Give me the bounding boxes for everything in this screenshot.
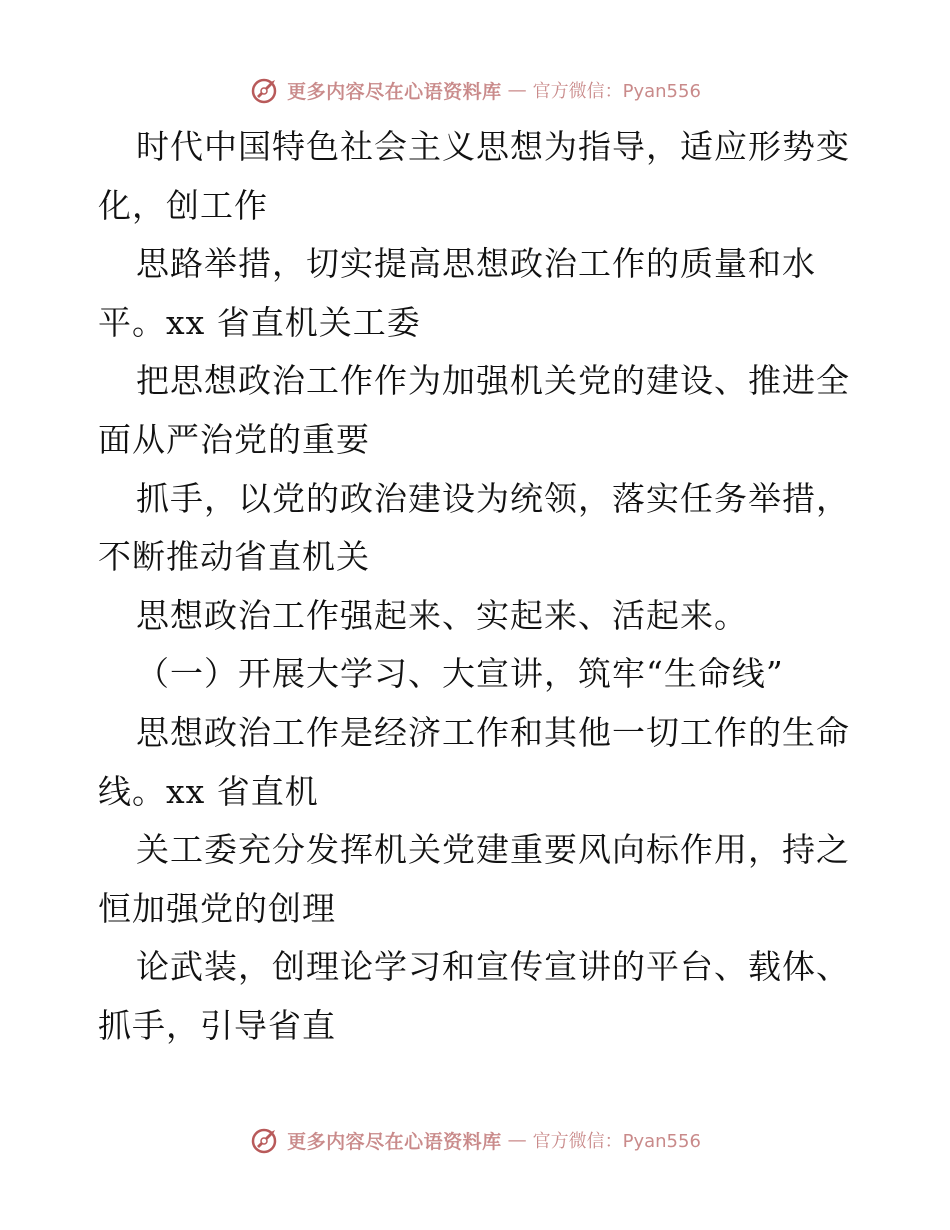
watermark-separator: — — [507, 1129, 527, 1151]
paragraph-line: 抓手，以党的政治建设为统领，落实任务举措， — [136, 478, 850, 518]
paragraph-line: 时代中国特色社会主义思想为指导，适应形势变 — [136, 127, 850, 166]
watermark-separator: — — [507, 79, 527, 101]
paragraph-line: 面从严治党的重要 — [98, 419, 370, 459]
paragraph-line: 恒加强党的创理 — [98, 888, 336, 928]
header-watermark — [0, 70, 950, 110]
watermark-contact-text: 官方微信：Pyan556 — [532, 1131, 701, 1152]
paragraph-line: 思路举措，切实提高思想政治工作的质量和水 — [136, 244, 816, 284]
watermark-contact-text: 官方微信：Pyan556 — [532, 81, 701, 102]
pen-circle-logo-icon — [249, 1124, 281, 1156]
section-heading: （一）开展大学习、大宣讲，筑牢“生命线” — [136, 654, 784, 694]
watermark-brand-text: 更多内容尽在心语资料库 — [287, 1130, 502, 1153]
paragraph-line: 把思想政治工作作为加强机关党的建设、推进全 — [136, 361, 850, 401]
pen-circle-logo-icon — [249, 74, 281, 106]
footer-watermark — [0, 1120, 950, 1160]
paragraph-line: 思想政治工作强起来、实起来、活起来。 — [136, 595, 748, 635]
watermark-brand-text: 更多内容尽在心语资料库 — [287, 80, 502, 103]
paragraph-line: 平。xx 省直机关工委 — [98, 302, 421, 342]
paragraph-line: 论武装，创理论学习和宣传宣讲的平台、载体、 — [136, 947, 850, 987]
paragraph-line: 关工委充分发挥机关党建重要风向标作用，持之 — [136, 830, 850, 870]
paragraph-line: 化，创工作 — [98, 185, 268, 225]
paragraph-line: 思想政治工作是经济工作和其他一切工作的生命 — [136, 712, 850, 752]
paragraph-line: 抓手，引导省直 — [98, 1005, 336, 1045]
paragraph-line: 线。xx 省直机 — [98, 771, 319, 811]
document-body — [98, 118, 858, 1056]
paragraph-line: 不断推动省直机关 — [98, 537, 370, 577]
